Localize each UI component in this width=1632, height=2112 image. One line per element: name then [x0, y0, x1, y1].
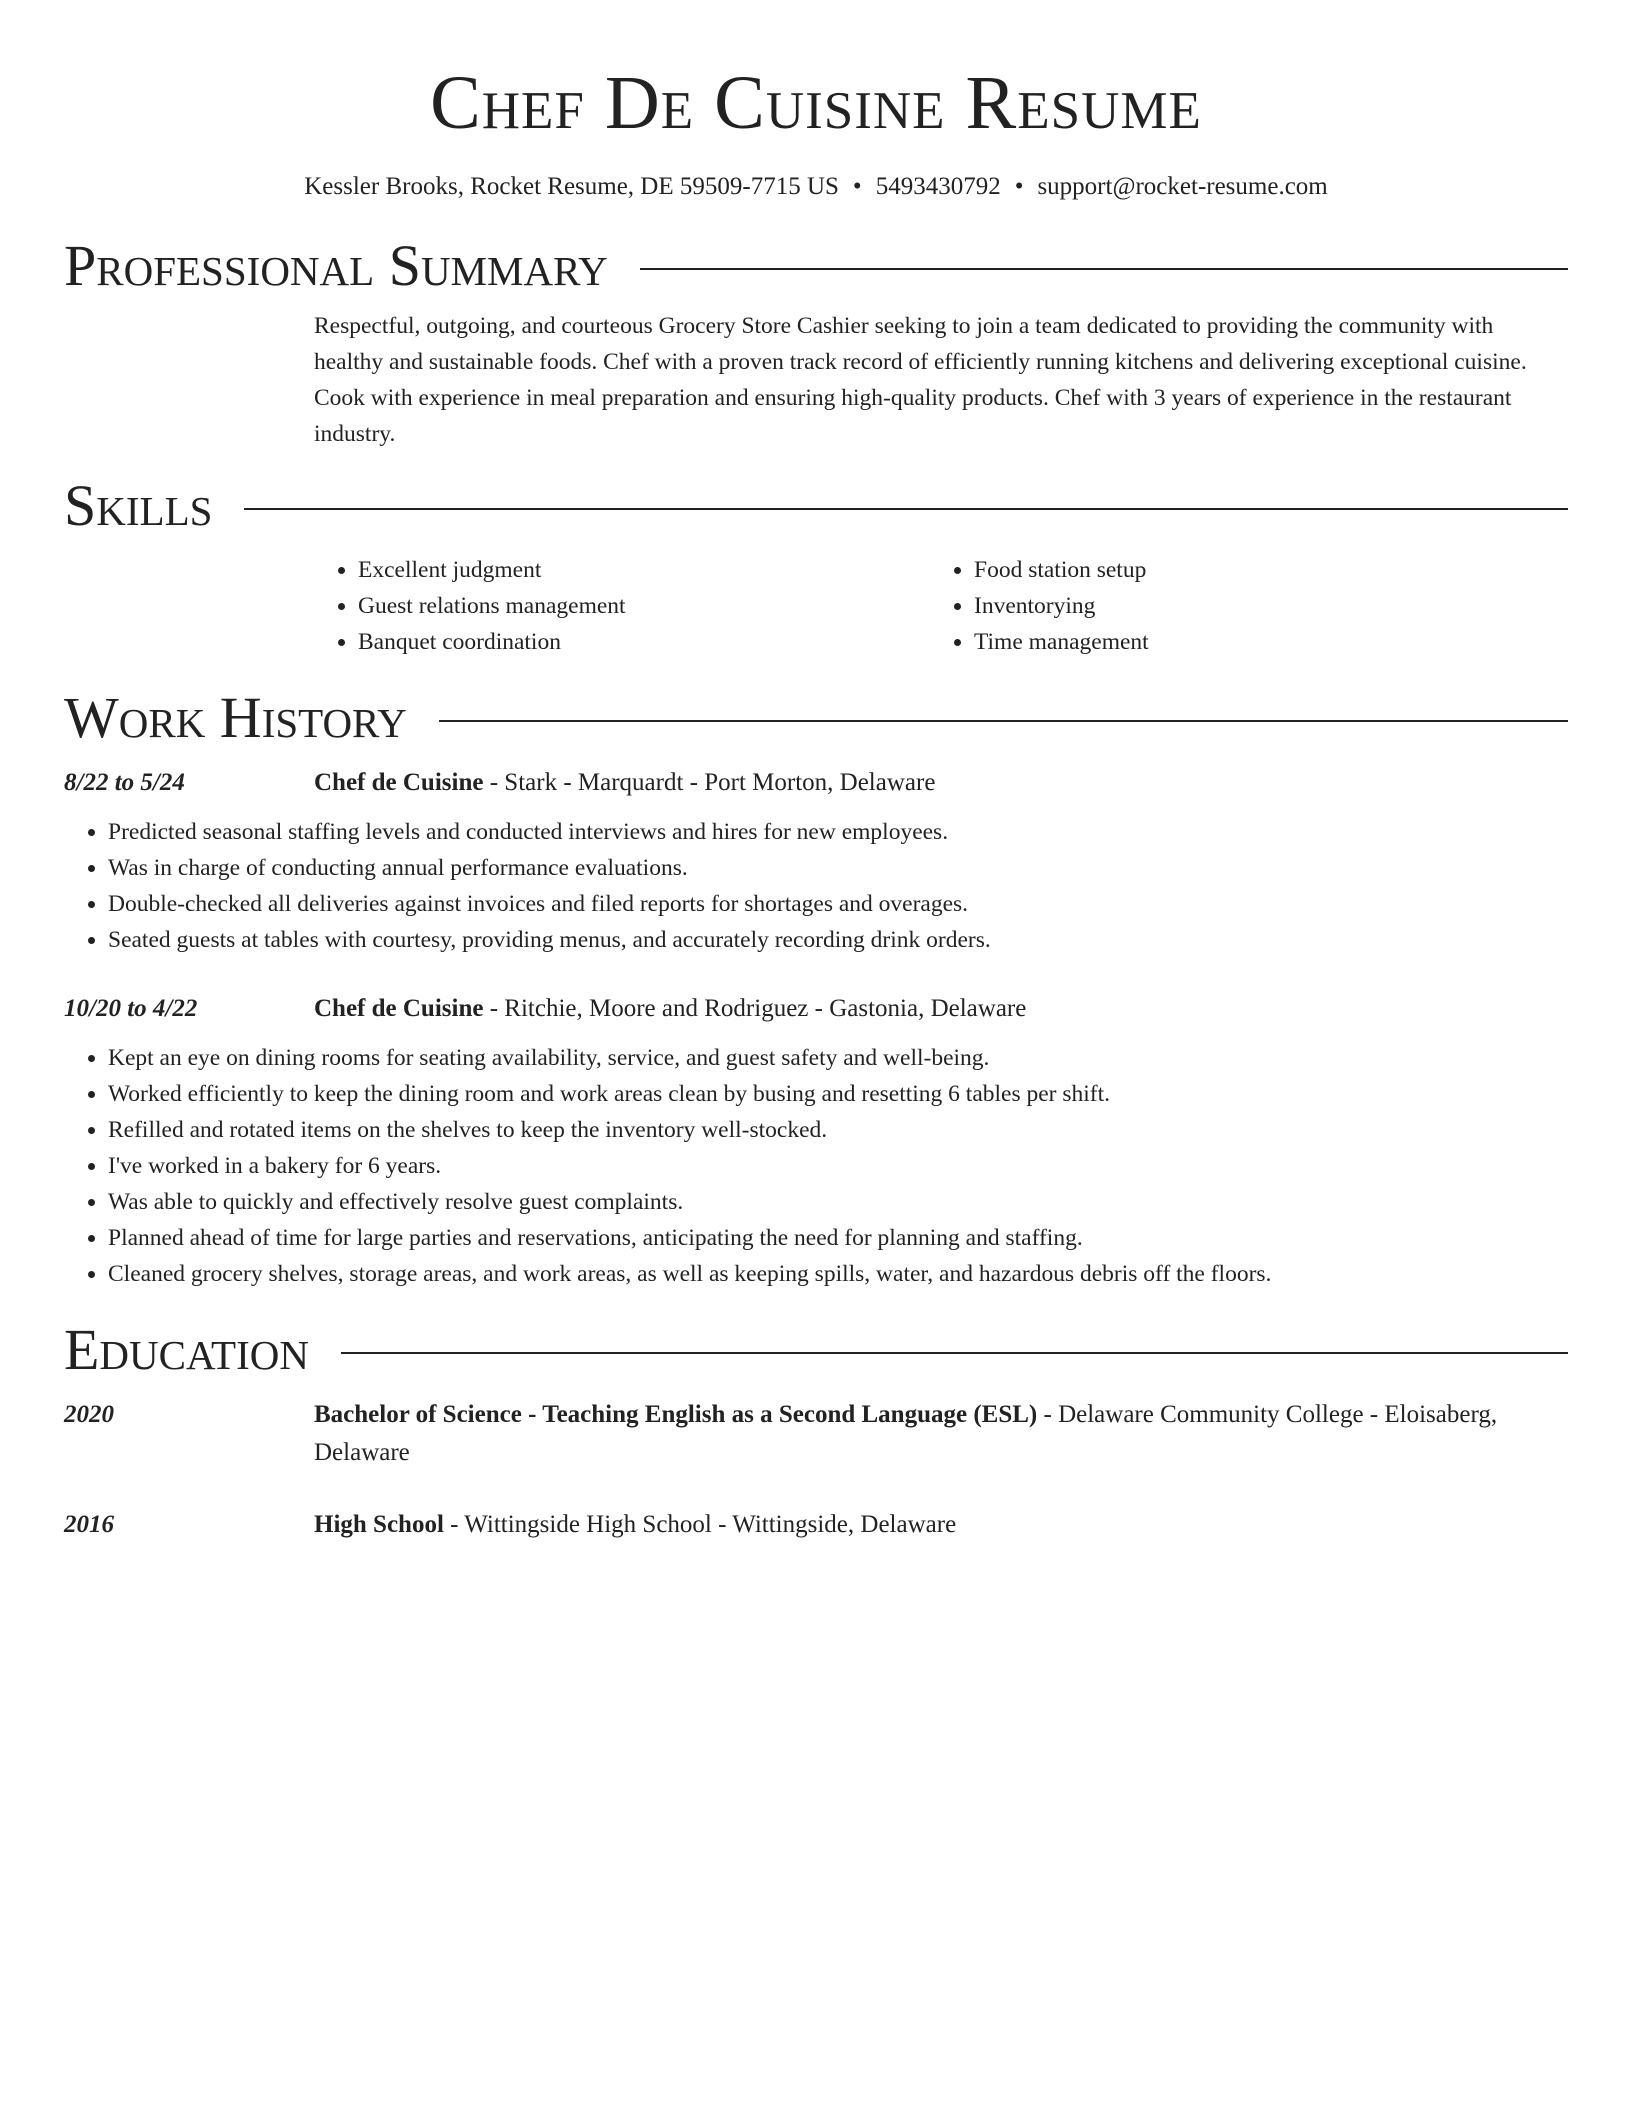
- education-year: 2016: [64, 1511, 114, 1538]
- work-bullet: • Worked efficiently to keep the dining room and work areas clean by busing and resetting 6 tables per shift.: [108, 1076, 1568, 1112]
- work-position: [314, 990, 1568, 1028]
- skill-item: • Guest relations management: [358, 588, 930, 624]
- skill-item: • Food station setup: [974, 552, 1149, 588]
- education-section-header: [64, 1318, 1568, 1382]
- summary-section-header: [64, 234, 1568, 298]
- skills-column-1: [314, 552, 930, 660]
- work-bullet: • I've worked in a bakery for 6 years.: [108, 1148, 1568, 1184]
- work-bullet: • Refilled and rotated items on the shelves to keep the inventory well-stocked.: [108, 1112, 1568, 1148]
- work-bullet: • Predicted seasonal staffing levels and conducted interviews and hires for new employees.: [108, 814, 1568, 850]
- school-info: - Delaware Community College - Eloisaberg, Delaware: [314, 1401, 1498, 1466]
- skill-item: • Excellent judgment: [358, 552, 930, 588]
- education-details: [314, 1506, 1568, 1544]
- work-entry: [64, 990, 1568, 1292]
- skill-item: • Banquet coordination: [358, 624, 930, 660]
- contact-phone: 5493430792: [875, 173, 1001, 200]
- contact-email: support@rocket-resume.com: [1037, 173, 1328, 200]
- job-employer: - Stark - Marquardt - Port Morton, Delaware: [483, 769, 936, 796]
- skill-item: • Inventorying: [974, 588, 1149, 624]
- skills-section-header: [64, 474, 1568, 538]
- education-heading: Education: [64, 1317, 309, 1382]
- work-entry: [64, 764, 1568, 958]
- section-divider: [640, 268, 1568, 270]
- work-entry-header: [64, 990, 1568, 1028]
- school-info: - Wittingside High School - Wittingside, Delaware: [443, 1511, 957, 1538]
- work-bullet: • Was in charge of conducting annual performance evaluations.: [108, 850, 1568, 886]
- work-bullet: • Kept an eye on dining rooms for seating availability, service, and guest safety and well-being.: [108, 1040, 1568, 1076]
- work-bullet: • Planned ahead of time for large parties and reservations, anticipating the need for planning and staffing.: [108, 1220, 1568, 1256]
- summary-body: [314, 308, 1568, 452]
- contact-separator: •: [852, 173, 862, 200]
- job-title: Chef de Cuisine: [314, 769, 484, 796]
- skills-list: [314, 552, 1568, 660]
- work-bullets: [64, 814, 1568, 958]
- work-bullet: • Cleaned grocery shelves, storage areas, and work areas, as well as keeping spills, water, and hazardous debris off the floors.: [108, 1256, 1568, 1292]
- education-year: 2020: [64, 1401, 114, 1428]
- section-divider: [244, 508, 1568, 510]
- work-dates: 8/22 to 5/24: [64, 769, 185, 796]
- work-entry-header: [64, 764, 1568, 802]
- work-bullets: [64, 1040, 1568, 1292]
- summary-heading: Professional Summary: [64, 233, 608, 298]
- education-entry: [64, 1396, 1568, 1472]
- summary-text: Respectful, outgoing, and courteous Grocery Store Cashier seeking to join a team dedicated to providing the community with healthy and sustainable foods. Chef with a proven track record of efficiently running kitchens and delivering exceptional cuisine. Cook with experience in meal preparation and ensuring high-quality products. Chef with 3 years of experience in the restaurant industry.: [314, 313, 1527, 447]
- work-dates: 10/20 to 4/22: [64, 995, 198, 1022]
- work-bullet: • Was able to quickly and effectively resolve guest complaints.: [108, 1184, 1568, 1220]
- skills-column-2: [930, 552, 1149, 660]
- contact-address: Kessler Brooks, Rocket Resume, DE 59509-7715 US: [304, 173, 839, 200]
- education-details: [314, 1396, 1568, 1472]
- job-employer: - Ritchie, Moore and Rodriguez - Gastonia, Delaware: [483, 995, 1027, 1022]
- contact-line: [64, 170, 1568, 204]
- skill-item: • Time management: [974, 624, 1149, 660]
- section-divider: [439, 720, 1568, 722]
- contact-separator: •: [1014, 173, 1024, 200]
- education-entry-row: [64, 1396, 1568, 1472]
- resume-title: Chef De Cuisine Resume: [430, 61, 1202, 145]
- education-entry: [64, 1506, 1568, 1544]
- degree-name: High School: [314, 1511, 444, 1538]
- job-title: Chef de Cuisine: [314, 995, 484, 1022]
- degree-name: Bachelor of Science - Teaching English as a Second Language (ESL): [314, 1401, 1038, 1428]
- work-position: [314, 764, 1568, 802]
- work-bullet: • Seated guests at tables with courtesy, providing menus, and accurately recording drink orders.: [108, 922, 1568, 958]
- education-entry-row: [64, 1506, 1568, 1544]
- skills-heading: Skills: [64, 473, 213, 538]
- work-heading: Work History: [64, 685, 407, 750]
- section-divider: [341, 1352, 1568, 1354]
- work-bullet: • Double-checked all deliveries against invoices and filed reports for shortages and overages.: [108, 886, 1568, 922]
- work-section-header: [64, 686, 1568, 750]
